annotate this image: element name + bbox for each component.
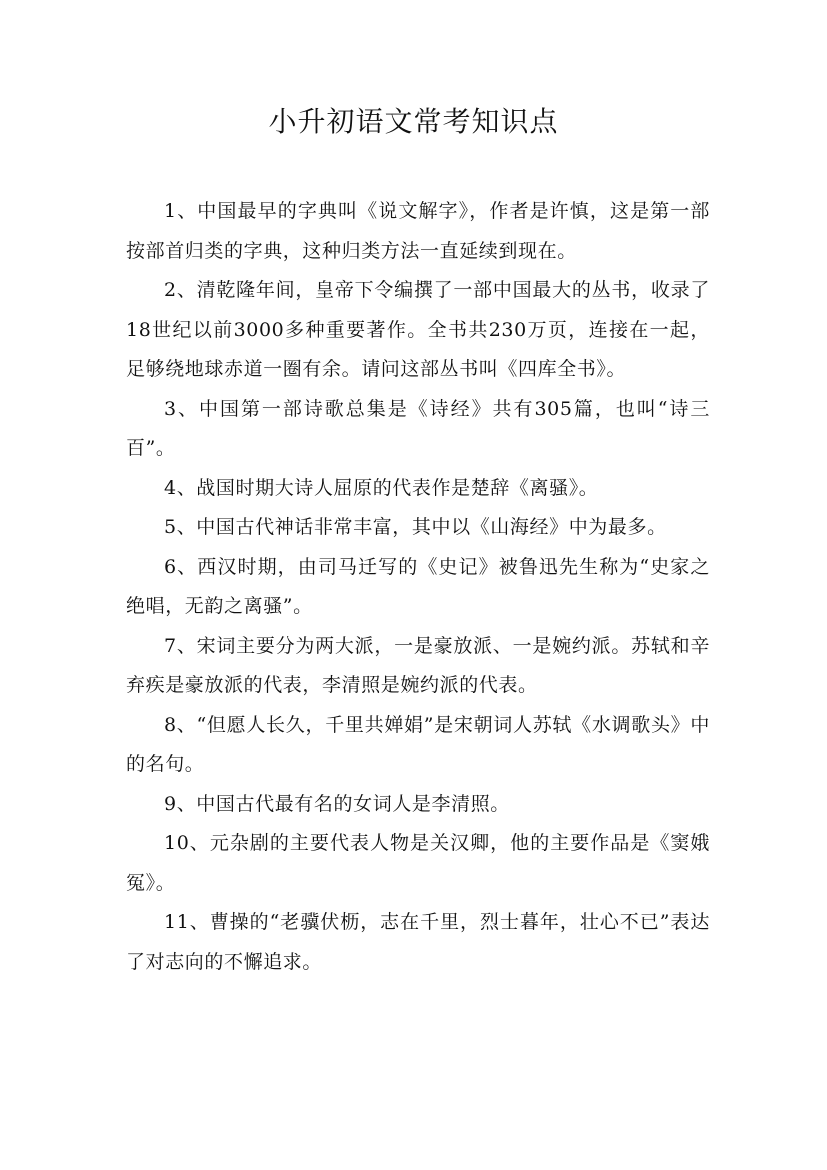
paragraph-7: 7、宋词主要分为两大派，一是豪放派、一是婉约派。苏轼和辛弃疾是豪放派的代表，李清照是婉约派的代表。: [126, 634, 710, 696]
paragraph-3: 3、中国第一部诗歌总集是《诗经》共有305篇，也叫“诗三百”。: [126, 397, 710, 459]
document-title: 小升初语文常考知识点: [268, 105, 559, 138]
paragraph-5: 5、中国古代神话非常丰富，其中以《山海经》中为最多。: [164, 516, 667, 538]
paragraph-8: 8、“但愿人长久，千里共婵娟”是宋朝词人苏轼《水调歌头》中的名句。: [126, 713, 710, 775]
document-body: [126, 192, 710, 982]
paragraph-1: 1、中国最早的字典叫《说文解字》，作者是许慎，这是第一部按部首归类的字典，这种归类方法一直延续到现在。: [126, 200, 710, 262]
paragraph-2: 2、清乾隆年间，皇帝下令编撰了一部中国最大的丛书，收录了18世纪以前3000多种重要著作。全书共230万页，连接在一起，足够绕地球赤道一圈有余。请问这部丛书叫《四库全书》。: [126, 279, 710, 380]
paragraph-9: 9、中国古代最有名的女词人是李清照。: [164, 792, 510, 815]
paragraph-4: 4、战国时期大诗人屈原的代表作是楚辞《离骚》。: [164, 476, 599, 499]
paragraph-10: 10、元杂剧的主要代表人物是关汉卿，他的主要作品是《窦娥冤》。: [126, 832, 710, 894]
paragraph-6: 6、西汉时期，由司马迁写的《史记》被鲁迅先生称为“史家之绝唱，无韵之离骚”。: [126, 555, 710, 617]
paragraph-11: 11、曹操的“老骥伏枥，志在千里，烈士暮年，壮心不已”表达了对志向的不懈追求。: [126, 911, 710, 973]
